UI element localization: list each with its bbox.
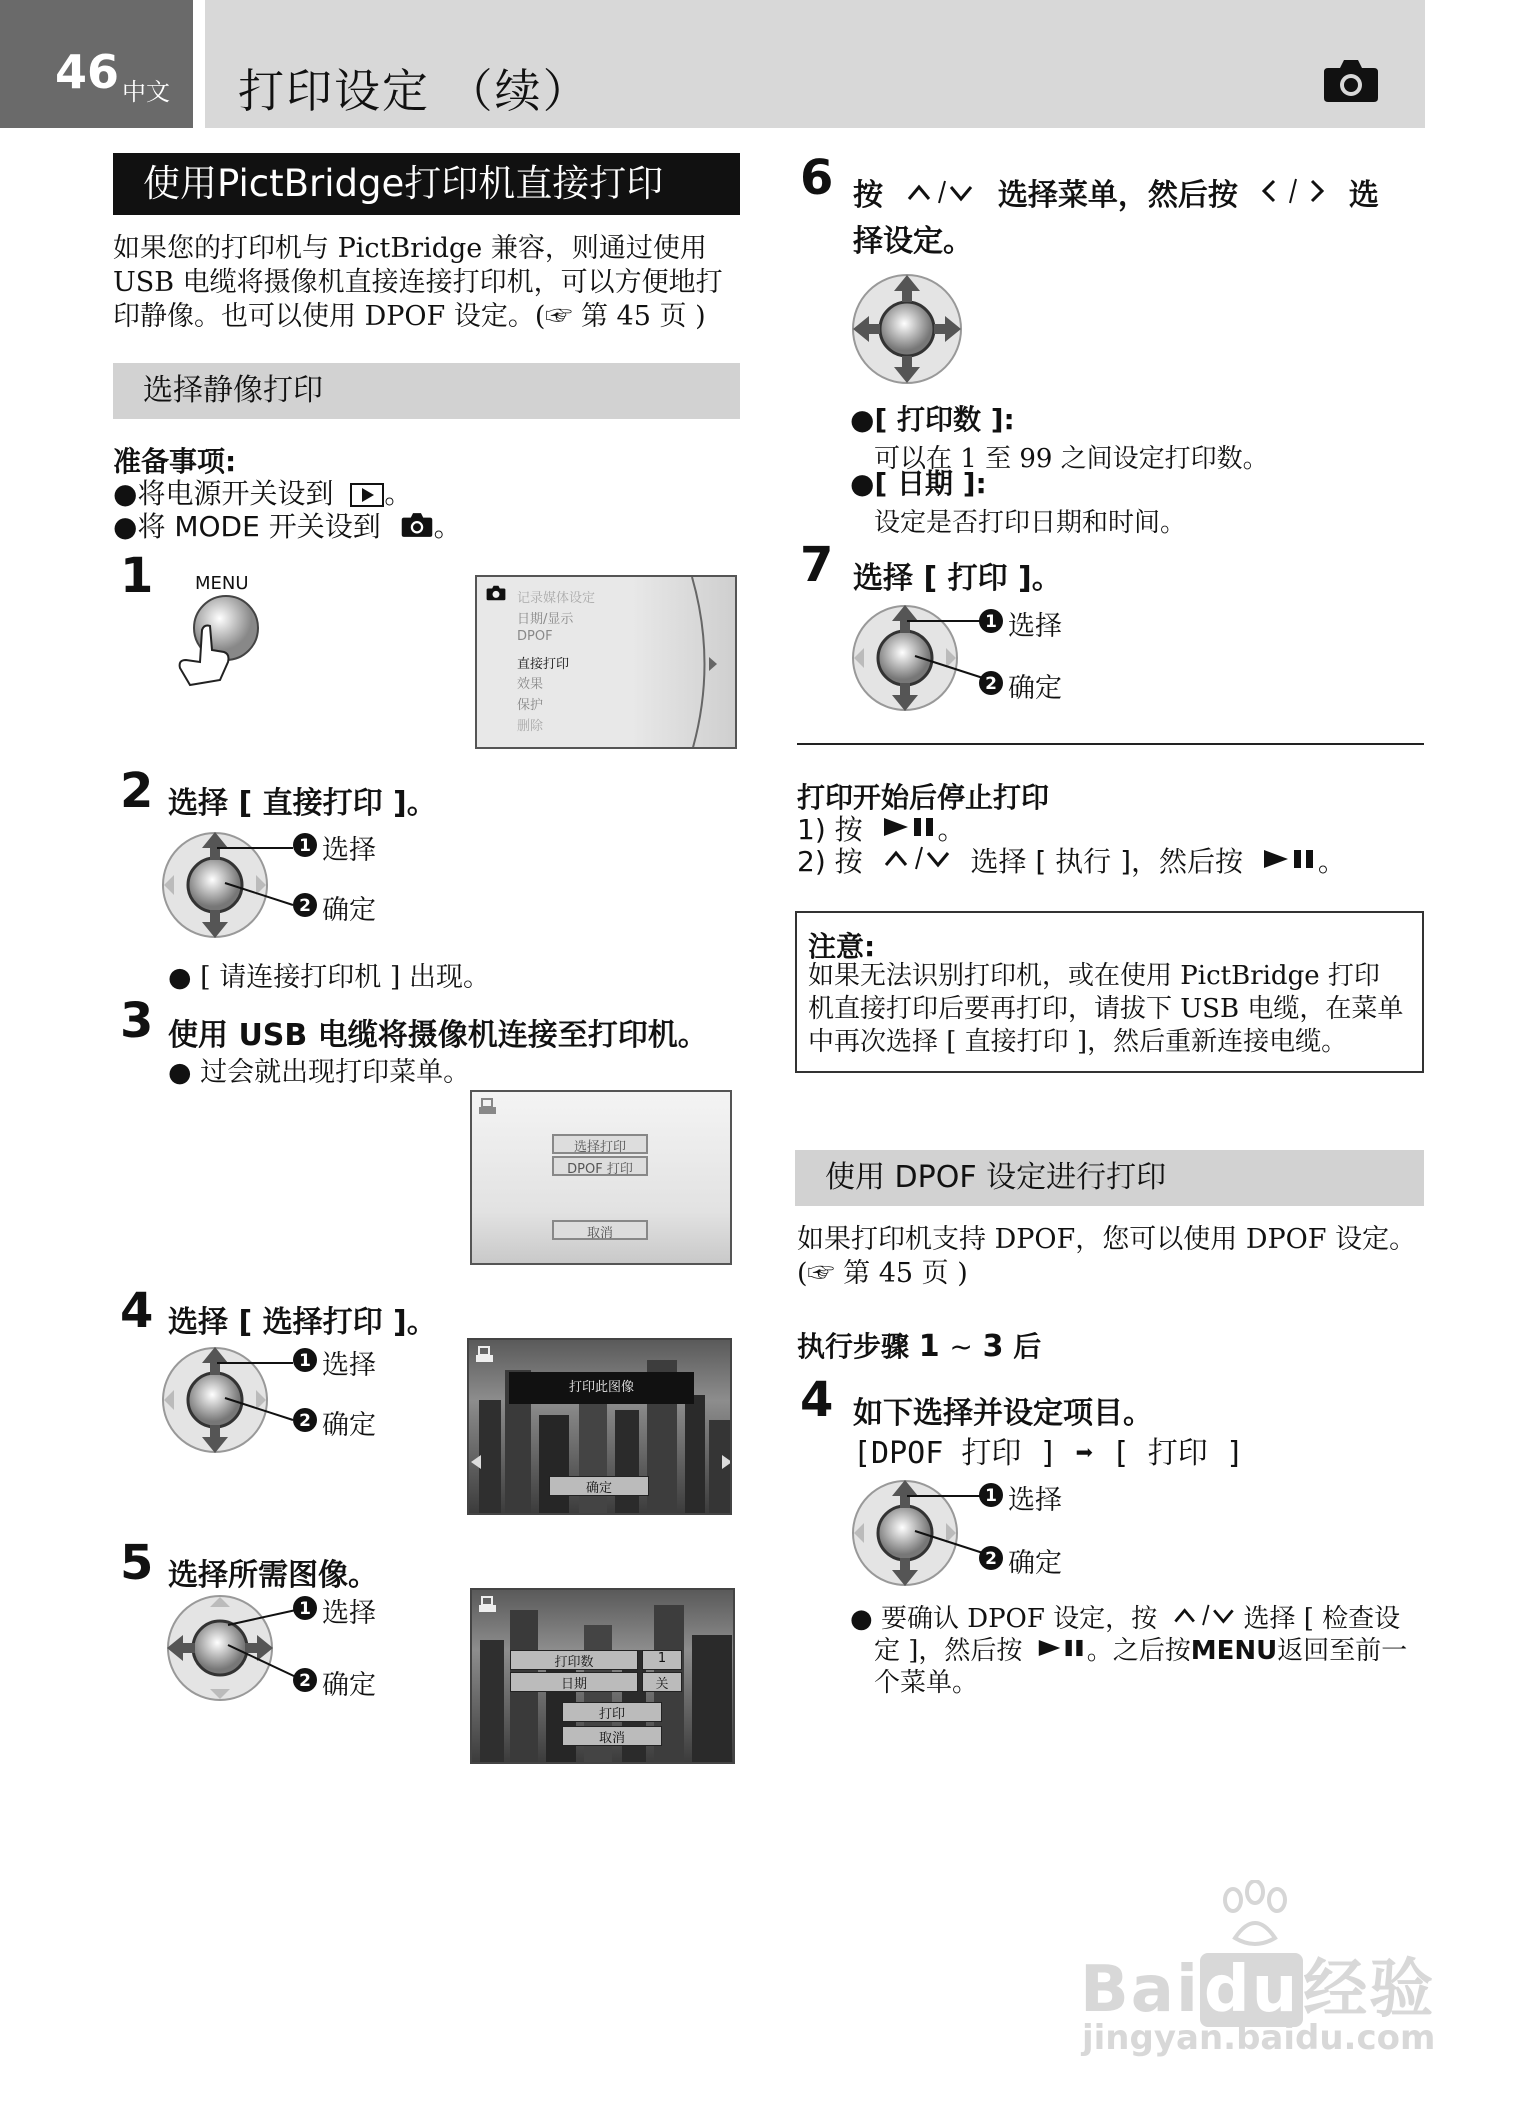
menu-item[interactable]: 日期/显示 [517, 612, 574, 627]
page-number: 46 [55, 45, 120, 99]
svg-text:1: 1 [985, 612, 997, 632]
date-label[interactable]: 日期 [510, 1672, 638, 1692]
select-label: 选择 [322, 1350, 376, 1381]
svg-text:2: 2 [299, 1671, 311, 1691]
step-2-number: 2 [120, 763, 154, 819]
svg-text:2: 2 [299, 1411, 311, 1431]
cancel-button[interactable]: 取消 [562, 1726, 662, 1746]
confirm-label: 确定 [1008, 673, 1062, 704]
select-label: 选择 [1008, 1485, 1062, 1516]
subsection-dpof: 使用 DPOF 设定进行打印 [795, 1150, 1424, 1206]
select-label: 选择 [322, 835, 376, 866]
badge-2 [292, 1667, 318, 1697]
svg-text:1: 1 [299, 1599, 311, 1619]
badge-1 [292, 832, 318, 862]
date-desc: 设定是否打印日期和时间。 [874, 508, 1187, 538]
confirm-label: 确定 [322, 1410, 376, 1441]
badge-2 [978, 1545, 1004, 1575]
stop-heading: 打印开始后停止打印 [797, 781, 1050, 814]
printer-icon [478, 1596, 498, 1618]
up-down-icon [882, 845, 952, 878]
confirm-label: 确定 [322, 1670, 376, 1701]
step-3-number: 3 [120, 993, 154, 1049]
step-2-note: ● [ 请连接打印机 ] 出现。 [168, 962, 490, 993]
menu-item[interactable]: DPOF [517, 629, 553, 644]
dpof-step-4-text: 如下选择并设定项目。 [853, 1396, 1153, 1431]
step-3-note: ● 过会就出现打印菜单。 [168, 1057, 471, 1088]
notice-heading: 注意: [808, 930, 876, 963]
prep-heading: 准备事项: [113, 445, 237, 478]
print-menu-screen [470, 1090, 732, 1265]
printer-icon [478, 1098, 498, 1120]
intro-text [113, 232, 723, 334]
badge-2 [292, 1407, 318, 1437]
step-5-number: 5 [120, 1535, 154, 1591]
left-right-icon [1260, 177, 1326, 213]
step-3-text: 使用 USB 电缆将摄像机连接至打印机。 [168, 1018, 708, 1053]
notice-line: 机直接打印后要再打印，请拔下 USB 电缆，在菜单 [808, 994, 1404, 1024]
dpof-print-button[interactable]: DPOF 打印 [552, 1156, 648, 1176]
date-value[interactable]: 关 [642, 1672, 682, 1692]
menu-screen [475, 575, 737, 749]
badge-1 [292, 1595, 318, 1625]
print-count-value[interactable]: 1 [642, 1650, 682, 1670]
menu-item-selected[interactable]: 直接打印 [517, 657, 570, 672]
menu-button-label: MENU [195, 573, 249, 594]
section-title: 使用PictBridge打印机直接打印 [113, 153, 740, 215]
play-pause-icon [1037, 1635, 1087, 1667]
step-1-number: 1 [120, 548, 154, 604]
callout-lines [905, 1491, 985, 1571]
intro-line-3: 印静像。也可以使用 DPOF 设定。(☞ 第 45 页 ) [113, 301, 706, 332]
dpof-step-4-path: [DPOF 打印 ] ➡ [ 打印 ] [853, 1436, 1244, 1471]
step-6-text: 按 选择菜单，然后按 选 [853, 178, 1379, 213]
print-button[interactable]: 打印 [562, 1702, 662, 1722]
divider [797, 743, 1424, 745]
page-language: 中文 [122, 78, 170, 106]
svg-text:1: 1 [299, 1351, 311, 1371]
printer-icon [475, 1346, 495, 1368]
step-4-text: 选择 [ 选择打印 ]。 [168, 1305, 437, 1340]
date-item: ●[ 日期 ]: 设定是否打印日期和时间。 [850, 467, 1187, 538]
step-6-text-line2: 择设定。 [853, 224, 973, 259]
date-title: [ 日期 ]: [874, 467, 987, 500]
stop-step-1: 1) 按 。 [797, 813, 966, 846]
menu-item[interactable]: 保护 [517, 698, 544, 713]
print-this-image-banner: 打印此图像 [509, 1372, 694, 1404]
step-7-number: 7 [800, 537, 834, 593]
notice-line: 如果无法识别打印机，或在使用 PictBridge 打印 [808, 961, 1380, 991]
svg-text:2: 2 [985, 674, 997, 694]
select-label: 选择 [322, 1598, 376, 1629]
menu-item[interactable]: 效果 [517, 677, 544, 692]
print-count-label[interactable]: 打印数 [510, 1650, 638, 1670]
menu-button-icon[interactable] [168, 590, 268, 694]
watermark: Baidu经验 [1080, 1953, 1436, 2027]
watermark-url: jingyan.baidu.com [1082, 2018, 1436, 2058]
step-4-number: 4 [120, 1283, 154, 1339]
step-5-text: 选择所需图像。 [168, 1558, 378, 1593]
camera-icon [1322, 58, 1380, 108]
print-count-desc: 可以在 1 至 99 之间设定打印数。 [874, 444, 1269, 474]
dpof-step-4-note: ● 要确认 DPOF 设定，按 选择 [ 检查设 定 ]，然后按 。之后按MENU返回至前一 个菜单。 [850, 1604, 1408, 1698]
prep-item-2: ●将 MODE 开关设到 。 [113, 510, 462, 543]
select-label: 选择 [1008, 611, 1062, 642]
up-down-icon [905, 178, 975, 213]
dpof-intro [797, 1223, 1416, 1291]
print-count-title: [ 打印数 ]: [874, 403, 1015, 436]
control-dial-fourway[interactable] [850, 272, 964, 390]
intro-line-1: 如果您的打印机与 PictBridge 兼容，则通过使用 [113, 233, 707, 264]
badge-1 [292, 1347, 318, 1377]
menu-item[interactable]: 删除 [517, 719, 544, 734]
notice-line: 中再次选择 [ 直接打印 ]，然后重新连接电缆。 [808, 1027, 1348, 1057]
step-2-text: 选择 [ 直接打印 ]。 [168, 786, 437, 821]
play-pause-icon [1262, 845, 1318, 878]
notice-text [808, 960, 1403, 1059]
callout-lines [215, 843, 295, 923]
step-7-text: 选择 [ 打印 ]。 [853, 561, 1062, 596]
svg-text:2: 2 [985, 1549, 997, 1569]
callout-lines [905, 616, 985, 696]
badge-2 [292, 892, 318, 922]
confirm-label: 确定 [1008, 1548, 1062, 1579]
step-6-number: 6 [800, 150, 834, 206]
select-print-button[interactable]: 选择打印 [552, 1134, 648, 1154]
ok-button[interactable]: 确定 [549, 1476, 649, 1496]
cancel-button[interactable]: 取消 [552, 1220, 648, 1240]
page-title: 打印设定 （续） [238, 64, 591, 118]
after-steps: 执行步骤 1 ~ 3 后 [797, 1329, 1042, 1364]
confirm-label: 确定 [322, 895, 376, 926]
prep-item-1: ●将电源开关设到 。 [113, 477, 413, 510]
dpof-intro-line: 如果打印机支持 DPOF，您可以使用 DPOF 设定。 [797, 1224, 1417, 1255]
dpof-intro-line: (☞ 第 45 页 ) [797, 1258, 968, 1289]
camera-icon [485, 585, 507, 605]
badge-1 [978, 1482, 1004, 1512]
play-mode-icon [350, 483, 384, 507]
print-count-item: ●[ 打印数 ]: 可以在 1 至 99 之间设定打印数。 [850, 403, 1269, 474]
svg-text:1: 1 [985, 1486, 997, 1506]
svg-text:1: 1 [299, 836, 311, 856]
subsection-still-print: 选择静像打印 [113, 363, 740, 419]
intro-line-2: USB 电缆将摄像机直接连接打印机，可以方便地打 [113, 267, 723, 298]
badge-1 [978, 608, 1004, 638]
callout-lines [215, 1358, 295, 1438]
dpof-step-4-number: 4 [800, 1372, 834, 1428]
badge-2 [978, 670, 1004, 700]
menu-item[interactable]: 记录媒体设定 [517, 591, 596, 606]
stop-step-2: 2) 按 选择 [ 执行 ]，然后按 。 [797, 845, 1346, 878]
print-this-image-screen [467, 1338, 732, 1515]
camera-icon [400, 512, 434, 545]
up-down-icon [1171, 1603, 1237, 1635]
print-settings-screen [470, 1588, 735, 1764]
svg-text:2: 2 [299, 896, 311, 916]
callout-lines [218, 1605, 298, 1695]
